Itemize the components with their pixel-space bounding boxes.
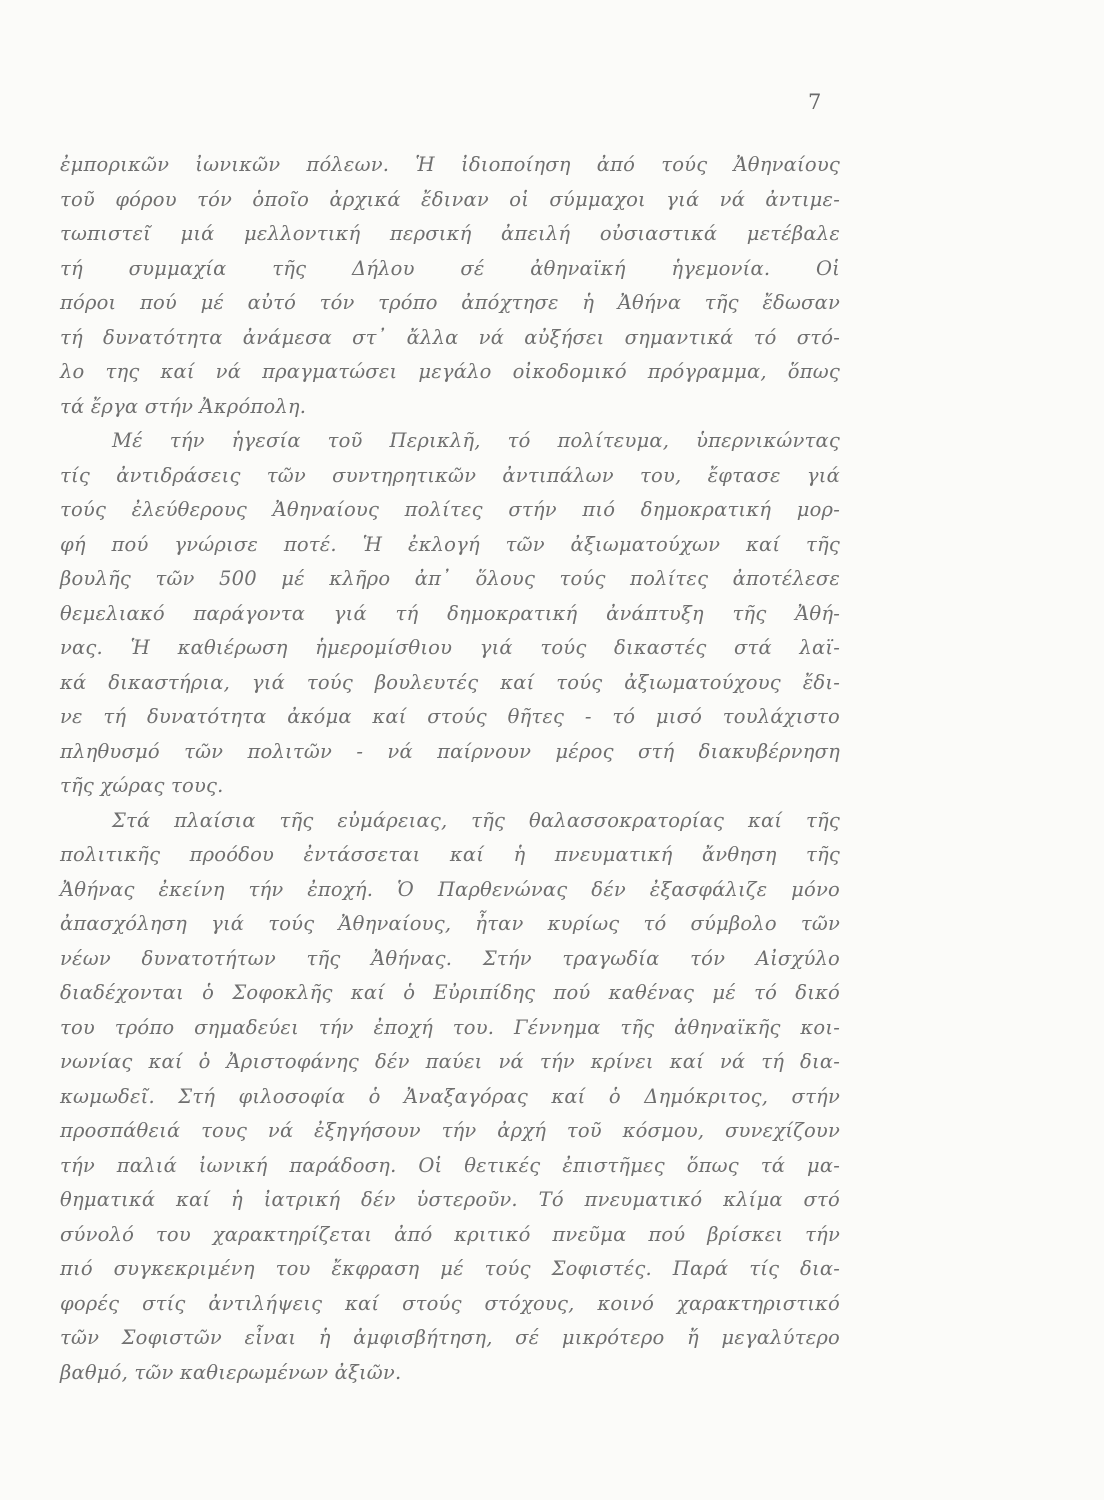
- text-line: νέων δυνατοτήτων τῆς Ἀθήνας. Στήν τραγωδία τόν Αἰσχύλο: [60, 946, 840, 970]
- text-line: θηματικά καί ἡ ἰατρική δέν ὑστεροῦν. Τό πνευματικό κλίμα στό: [60, 1188, 840, 1211]
- text-line: Μέ τήν ἡγεσία τοῦ Περικλῆ, τό πολίτευμα, ὑπερνικώντας: [112, 429, 840, 452]
- text-line: νε τή δυνατότητα ἀκόμα καί στούς θῆτες - τό μισό τουλάχιστο: [60, 705, 840, 728]
- text-line: τούς ἐλεύθερους Ἀθηναίους πολίτες στήν πιό δημοκρατική μορ-: [60, 498, 840, 521]
- text-line: ἀπασχόληση γιά τούς Ἀθηναίους, ἦταν κυρίως τό σύμβολο τῶν: [60, 912, 840, 935]
- text-line: βουλῆς τῶν 500 μέ κλῆρο ἀπ᾽ ὅλους τούς πολίτες ἀποτέλεσε: [60, 567, 840, 590]
- text-line: φή πού γνώρισε ποτέ. Ἡ ἐκλογή τῶν ἀξιωματούχων καί τῆς: [60, 532, 840, 556]
- text-line: λο της καί νά πραγματώσει μεγάλο οἰκοδομικό πρόγραμμα, ὅπως: [60, 360, 840, 383]
- text-line: κά δικαστήρια, γιά τούς βουλευτές καί τούς ἀξιωματούχους ἔδι-: [60, 670, 840, 694]
- text-line: νωνίας καί ὁ Ἀριστοφάνης δέν παύει νά τήν κρίνει καί νά τή δια-: [60, 1050, 840, 1073]
- text-line: θεμελιακό παράγοντα γιά τή δημοκρατική ἀνάπτυξη τῆς Ἀθή-: [60, 601, 840, 625]
- page-number: 7: [808, 90, 822, 114]
- text-line: τῆς χώρας τους.: [60, 774, 224, 797]
- text-line: Ἀθήνας ἐκείνη τήν ἐποχή. Ὁ Παρθενώνας δέν ἐξασφάλιζε μόνο: [60, 877, 840, 901]
- text-line: βαθμό, τῶν καθιερωμένων ἀξιῶν.: [60, 1360, 402, 1384]
- text-line: νας. Ἡ καθιέρωση ἡμερομίσθιου γιά τούς δικαστές στά λαϊ-: [60, 636, 840, 659]
- text-line: τή δυνατότητα ἀνάμεσα στ᾽ ἄλλα νά αὐξήσει σημαντικά τό στό-: [60, 325, 840, 349]
- text-line: προσπάθειά τους νά ἐξηγήσουν τήν ἀρχή τοῦ κόσμου, συνεχίζουν: [60, 1119, 840, 1142]
- text-line: τοῦ φόρου τόν ὁποῖο ἀρχικά ἔδιναν οἱ σύμμαχοι γιά νά ἀντιμε-: [60, 187, 840, 211]
- text-line: τήν παλιά ἰωνική παράδοση. Οἱ θετικές ἐπιστῆμες ὅπως τά μα-: [60, 1153, 840, 1177]
- text-line: τῶν Σοφιστῶν εἶναι ἡ ἀμφισβήτηση, σέ μικρότερο ἤ μεγαλύτερο: [60, 1326, 840, 1349]
- text-line: πληθυσμό τῶν πολιτῶν - νά παίρνουν μέρος στή διακυβέρνηση: [60, 739, 840, 763]
- text-line: τίς ἀντιδράσεις τῶν συντηρητικῶν ἀντιπάλων του, ἔφτασε γιά: [60, 463, 840, 487]
- text-line: σύνολό του χαρακτηρίζεται ἀπό κριτικό πνεῦμα πού βρίσκει τήν: [60, 1222, 840, 1246]
- text-line: τωπιστεῖ μιά μελλοντική περσική ἀπειλή οὐσιαστικά μετέβαλε: [60, 222, 840, 245]
- text-body: [60, 148, 840, 1390]
- text-line: Στά πλαίσια τῆς εὐμάρειας, τῆς θαλασσοκρατορίας καί τῆς: [112, 808, 840, 832]
- text-line: πόροι πού μέ αὐτό τόν τρόπο ἀπόχτησε ἡ Ἀθήνα τῆς ἔδωσαν: [60, 291, 840, 314]
- text-line: κωμωδεῖ. Στή φιλοσοφία ὁ Ἀναξαγόρας καί ὁ Δημόκριτος, στήν: [60, 1084, 840, 1108]
- text-line: φορές στίς ἀντιλήψεις καί στούς στόχους, κοινό χαρακτηριστικό: [60, 1291, 840, 1315]
- text-line: πολιτικῆς προόδου ἐντάσσεται καί ἡ πνευματική ἄνθηση τῆς: [60, 843, 840, 866]
- text-line: διαδέχονται ὁ Σοφοκλῆς καί ὁ Εὐριπίδης πού καθένας μέ τό δικό: [60, 981, 840, 1004]
- text-line: ἐμπορικῶν ἰωνικῶν πόλεων. Ἡ ἰδιοποίηση ἀπό τούς Ἀθηναίους: [60, 153, 840, 176]
- text-line: πιό συγκεκριμένη του ἔκφραση μέ τούς Σοφιστές. Παρά τίς δια-: [60, 1257, 840, 1280]
- text-line: τά ἔργα στήν Ἀκρόπολη.: [60, 394, 307, 418]
- text-line: τή συμμαχία τῆς Δήλου σέ ἀθηναϊκή ἡγεμονία. Οἱ: [60, 256, 840, 280]
- text-line: του τρόπο σημαδεύει τήν ἐποχή του. Γέννημα τῆς ἀθηναϊκῆς κοι-: [60, 1015, 840, 1039]
